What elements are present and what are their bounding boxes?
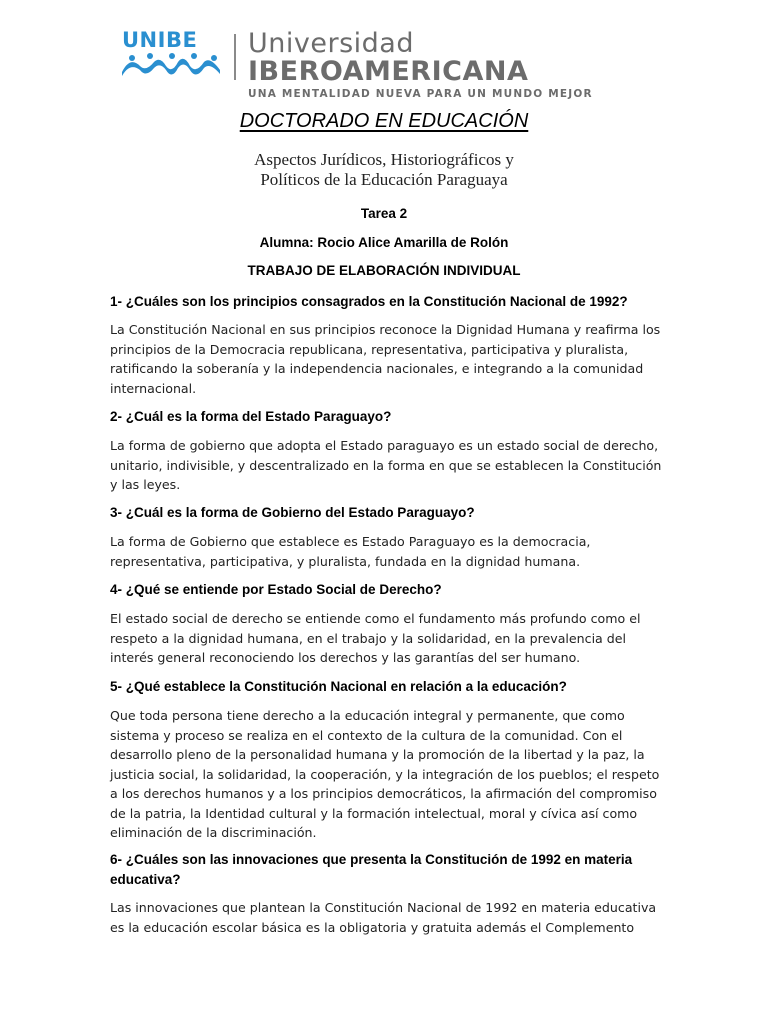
question-4 [110, 580, 670, 600]
logo-brand-text: UNIBE [122, 28, 198, 52]
answer-line: El estado social de derecho se entiende como el fundamento más profundo como el [110, 611, 641, 626]
answer-line: desarrollo pleno de la personalidad humana y la promoción de la libertad y la paz, la [110, 747, 645, 762]
answer-line: a los derechos humanos y a los principios democráticos, la afirmación del compromiso [110, 786, 657, 801]
student-name: Alumna: Rocio Alice Amarilla de Rolón [259, 235, 509, 250]
work-type: TRABAJO DE ELABORACIÓN INDIVIDUAL [247, 263, 521, 278]
logo-iberoamericana-text: IBEROAMERICANA [248, 56, 529, 87]
answer-line: eliminación de la discriminación. [110, 825, 317, 840]
question-5 [110, 677, 670, 697]
question-line: educativa? [110, 872, 181, 887]
answer-2 [110, 436, 662, 495]
answer-line: unitario, indivisible, y descentralizado en la forma en que se establecen la Constitución [110, 457, 662, 473]
answer-4 [110, 609, 658, 668]
answer-line: ratificando la soberanía y la independencia nacionales, e integrando a la comunidad [110, 361, 644, 376]
question-2 [110, 407, 670, 427]
answer-line: sistema y proceso se realiza en el contexto de la cultura de la comunidad. Con el [110, 727, 623, 743]
question-line: 4- ¿Qué se entiende por Estado Social de Derecho? [110, 582, 442, 597]
answer-line: internacional. [110, 380, 197, 396]
answer-1 [110, 320, 661, 398]
answer-3 [110, 532, 658, 571]
logo-divider [234, 34, 236, 80]
answer-5 [110, 706, 658, 843]
question-6 [110, 850, 670, 890]
answer-line: La forma de gobierno que adopta el Estado paraguayo es un estado social de derecho, [110, 438, 659, 453]
question-line: 6- ¿Cuáles son las innovaciones que presenta la Constitución de 1992 en materia [110, 852, 633, 867]
question-line: 2- ¿Cuál es la forma del Estado Paraguayo? [110, 409, 392, 424]
answer-line: justicia social, la solidaridad, la cooperación, y la integración de los pueblos; el respeto [110, 766, 660, 782]
answer-line: Las innovaciones que plantean la Constitución Nacional de 1992 en materia educativa [110, 900, 657, 915]
task-label: Tarea 2 [360, 206, 408, 221]
answer-line: y las leyes. [110, 477, 181, 492]
question-3 [110, 503, 670, 523]
answer-line: interés general reconociendo los derechos y las garantías del ser humano. [110, 650, 581, 665]
question-line: 5- ¿Qué establece la Constitución Nacional en relación a la educación? [110, 679, 567, 694]
logo-tagline: UNA MENTALIDAD NUEVA PARA UN MUNDO MEJOR [248, 88, 593, 100]
people-figures-icon [120, 52, 224, 80]
course-subtitle [0, 150, 768, 190]
question-line: 3- ¿Cuál es la forma de Gobierno del Estado Paraguayo? [110, 505, 475, 520]
answer-line: respeto a la dignidad humana, en el trabajo y la solidaridad, en la prevalencia del [110, 630, 627, 646]
answer-line: es la educación escolar básica es la obligatoria y gratuita además el Complemento [110, 919, 635, 935]
answer-line: La Constitución Nacional en sus principios reconoce la Dignidad Humana y reafirma los [110, 322, 661, 337]
document-title: DOCTORADO EN EDUCACIÓN [239, 110, 529, 132]
subtitle-line: Políticos de la Educación Paraguaya [260, 170, 508, 189]
logo-university-text: Universidad [248, 28, 414, 59]
answer-line: principios de la Democracia republicana, representativa, participativa y pluralista, [110, 341, 629, 357]
answer-line: La forma de Gobierno que establece es Estado Paraguayo es la democracia, [110, 534, 591, 549]
answer-line: representativa, participativa, y pluralista, fundada en la dignidad humana. [110, 553, 581, 569]
answer-6 [110, 898, 658, 937]
question-1 [110, 292, 670, 312]
subtitle-line: Aspectos Jurídicos, Historiográficos y [254, 150, 514, 169]
question-line: 1- ¿Cuáles son los principios consagrados en la Constitución Nacional de 1992? [110, 294, 628, 309]
answer-line: de la patria, la Identidad cultural y la formación intelectual, moral y cívica así como [110, 805, 638, 821]
answer-line: Que toda persona tiene derecho a la educación integral y permanente, que como [110, 708, 625, 723]
university-logo [118, 26, 593, 102]
